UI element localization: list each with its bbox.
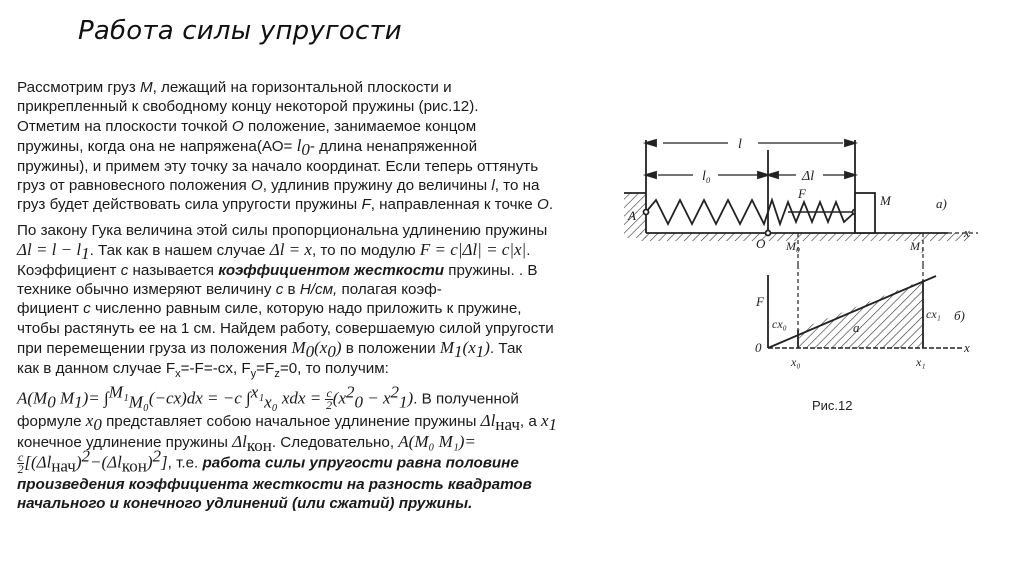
svg-text:l: l bbox=[738, 137, 742, 152]
eq-force: F = c|Δl| = c|x| bbox=[419, 240, 527, 260]
svg-text:x: x bbox=[964, 340, 970, 355]
svg-text:M₁: M₁ bbox=[910, 239, 925, 253]
svg-text:F: F bbox=[756, 294, 764, 309]
svg-text:0: 0 bbox=[755, 340, 762, 355]
svg-text:a: a bbox=[853, 320, 860, 335]
svg-text:M₀: M₀ bbox=[786, 239, 801, 253]
svg-text:x₁: x₁ bbox=[916, 355, 926, 369]
spring-figure bbox=[618, 120, 998, 400]
fraction-c-over-2: $\frac{c}{2}$ bbox=[326, 386, 333, 413]
svg-text:O: O bbox=[756, 236, 766, 251]
eq-delta-l: Δl = l − l bbox=[17, 240, 82, 260]
svg-text:x₀: x₀ bbox=[791, 355, 801, 369]
conclusion-text: работа силы упругости равна половине произведения коэффициента жесткости на разность квадратов начального и конечного удлинений (или сжатий) пружины. bbox=[17, 454, 532, 513]
svg-text:а): а) bbox=[936, 196, 947, 211]
body-text bbox=[17, 78, 607, 520]
eq-work: A(M bbox=[17, 388, 48, 408]
svg-text:Δl: Δl bbox=[802, 169, 815, 184]
svg-text:A: A bbox=[628, 208, 636, 223]
term-stiffness: коэффициентом жесткости bbox=[218, 261, 445, 279]
svg-text:б): б) bbox=[954, 308, 965, 323]
mass-block bbox=[855, 193, 875, 233]
svg-text:l₀: l₀ bbox=[702, 169, 711, 184]
figure-caption: Рис.12 bbox=[812, 398, 853, 413]
svg-text:M: M bbox=[880, 193, 891, 208]
svg-text:x: x bbox=[964, 225, 970, 240]
svg-text:cx₁: cx₁ bbox=[926, 307, 941, 321]
paragraph-work: $A(M_0$ $M_1)= \int^{M_1}_{M_0}(-cx)dx = -c$ ∫$^{x_1}_{x_0}$ xdx = $\frac{c}{2}$ $(x^2_0 - x^2_1)$. В полученной формуле $x_0$ представляет собою начальное удлинение пружины $\Delta l_{нач}$, а $x_1$ конечное удлинение пружины $\Delta l_{кон}$. Следовательно, A(M₀ M₁)= $\frac{c}{2}$ $[(\Delta l_{нач})^2-(\Delta l_{кон})^2]$, т.е. работа силы упругости равна половине произведения коэффициента жесткости на разность квадратов начального и конечного удлинений (или сжатий) пружины. bbox=[17, 382, 558, 513]
diagram-a bbox=[624, 140, 978, 265]
slide-title: Работа силы упругости bbox=[78, 16, 402, 46]
svg-text:F: F bbox=[798, 186, 806, 201]
paragraph-setup: Рассмотрим груз M, лежащий на горизонтальной плоскости и прикрепленный к свободному концу некоторой пружины (рис.12). Отметим на плоскости точкой O положение, занимаемое концом пружины, когда она не напряжена(АО= $l_0-$ длина ненапряженной пружины), и примем эту точку за начало координат. Если теперь оттянуть груз от равновесного положения O, удлинив пружину до величины l, то на груз будет действовать сила упругости пружины F, направленная к точке O. bbox=[17, 79, 554, 214]
svg-text:cx₀: cx₀ bbox=[772, 317, 787, 331]
paragraph-hooke: По закону Гука величина этой силы пропорциональна удлинению пружины $\Delta l = l - l_1$. Так как в нашем случае Δl = x, то по модулю F = c|Δl| = c|x|. Коэффициент c называется коэффициентом жесткости пружины. . В технике обычно измеряют величину c в Н/см, полагая коэф- фициент c численно равным силе, которую надо приложить к пружине, чтобы растянуть ее на 1 см. Найдем работу, совершаемую силой упругости при перемещении груза из положения $M_0(x_0)$ в положении $M_1(x_1)$. Так как в данном случае $F_x=-F=-cx$, $F_y=F_z=0$, то получим: bbox=[17, 221, 554, 380]
